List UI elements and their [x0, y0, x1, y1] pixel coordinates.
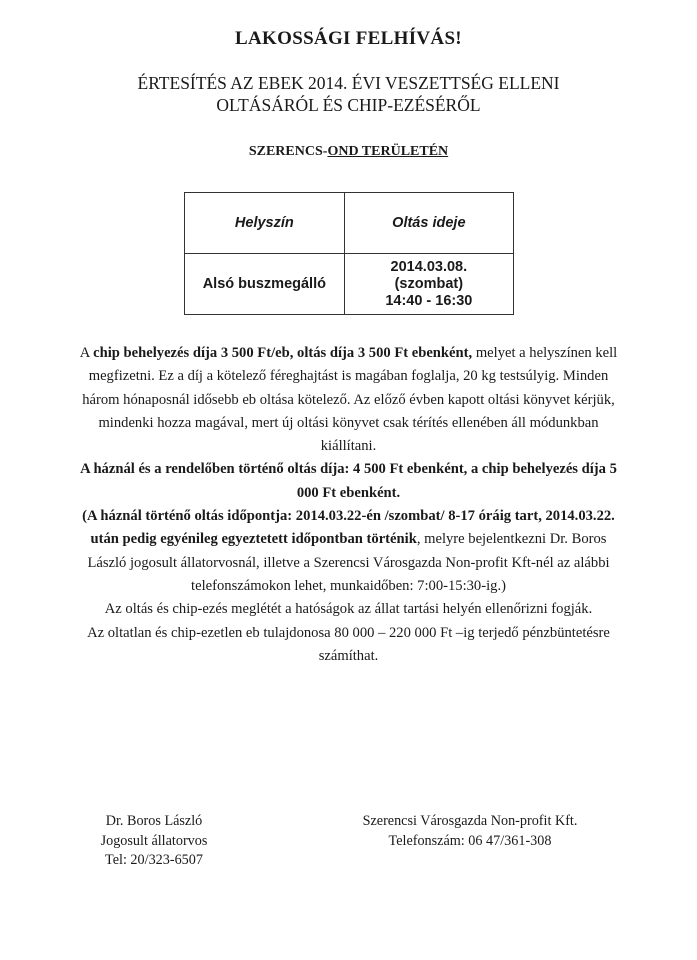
cell-day: (szombat) [394, 275, 464, 292]
paragraph-home-schedule [70, 505, 627, 598]
p1-lead: A [79, 345, 94, 361]
paragraph-inspection: Az oltás és chip-ezés meglétét a hatóságok az állat tartási helyén ellenőrizni fogják. [104, 601, 593, 618]
subtitle-line-1: ÉRTESÍTÉS AZ EBEK 2014. ÉVI VESZETTSÉG ELLENI [137, 73, 560, 93]
time-block [385, 259, 472, 310]
signature-vet [84, 812, 224, 871]
cell-hours: 14:40 - 16:30 [385, 292, 473, 309]
cell-location: Alsó buszmegálló [185, 254, 345, 315]
paragraph-home-fees: A háznál és a rendelőben történő oltás díja: 4 500 Ft ebenként, a chip behelyezés díja 5 000 Ft ebenként. [80, 461, 617, 501]
table-row [185, 254, 514, 315]
area-underlined: OND TERÜLETÉN [327, 144, 449, 159]
vet-role: Jogosult állatorvos [100, 832, 208, 849]
vet-phone: Tel: 20/323-6507 [105, 852, 203, 868]
area-heading [0, 144, 697, 160]
p1-bold: chip behelyezés díja 3 500 Ft/eb, oltás díja 3 500 Ft ebenként, [93, 345, 473, 361]
company-phone: Telefonszám: 06 47/361-308 [388, 832, 552, 849]
subtitle-line-2: OLTÁSÁRÓL ÉS CHIP-EZÉSÉRŐL [216, 95, 481, 115]
schedule-table [184, 192, 514, 315]
notice-body [70, 342, 627, 668]
p3-bold: (A háznál történő oltás időpontja: 2014.03.22-én /szombat/ 8-17 óráig tart, 2014.03.22. után pedig egyénileg egyeztetett időpontban történik [82, 508, 615, 548]
header-time: Oltás ideje [344, 193, 513, 254]
cell-date: 2014.03.08. [390, 258, 468, 275]
vet-name: Dr. Boros László [105, 813, 203, 829]
signature-company [340, 812, 600, 851]
header-location: Helyszín [185, 193, 345, 254]
paragraph-penalty: Az oltatlan és chip-ezetlen eb tulajdonosa 80 000 – 220 000 Ft –ig terjedő pénzbüntetésre számíthat. [87, 624, 610, 664]
company-name: Szerencsi Városgazda Non-profit Kft. [362, 813, 578, 829]
p1-rest: melyet a helyszínen kell megfizetni. Ez a díj a kötelező féreghajtást is magában foglalja, 20 kg testsúlyig. Minden három hónaposnál idősebb eb oltása kötelező. Az előző évben kapott oltási könyvet kérjük, mindenki hozza magával, mert új oltási könyvet csak térítés ellenében áll módunkban kiállítani. [82, 345, 618, 455]
page-title: LAKOSSÁGI FELHÍVÁS! [235, 28, 462, 49]
paragraph-fees [70, 342, 627, 458]
cell-time [344, 254, 513, 315]
notice-subtitle [0, 72, 697, 116]
table-header-row [185, 193, 514, 254]
area-prefix: SZERENCS- [248, 144, 328, 159]
p3-rest: , melyre bejelentkezni Dr. Boros László jogosult állatorvosnál, illetve a Szerencsi Városgazda Non-profit Kft-nél az alábbi telefonszámokon lehet, munkaidőben: 7:00-15:30-ig.) [87, 531, 610, 594]
